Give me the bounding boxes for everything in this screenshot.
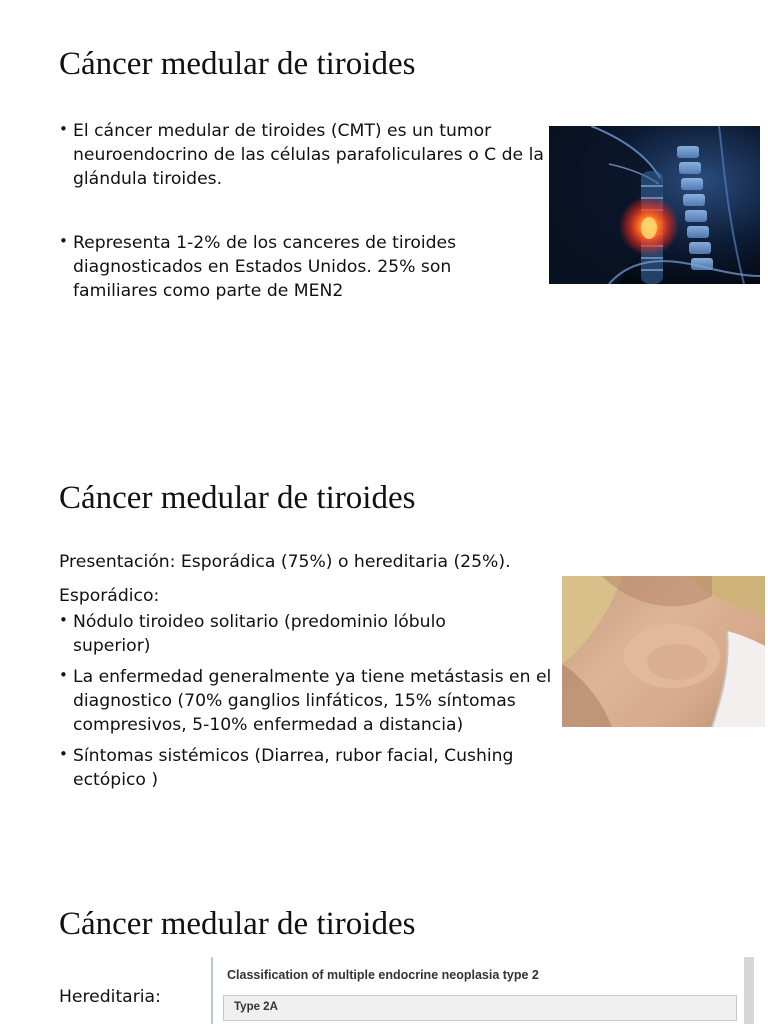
slide-2 [0, 420, 768, 848]
slide-1-bullet-2: • Representa 1-2% de los canceres de tiroides diagnosticados en Estados Unidos. 25% son familiares como parte de MEN2 [59, 231, 503, 303]
slide-1-title: Cáncer medular de tiroides [59, 46, 416, 82]
hereditary-label: Hereditaria: [59, 987, 161, 1007]
slide-1 [0, 0, 768, 420]
neck-swelling-photo [562, 576, 765, 727]
men2-classification-table [211, 957, 753, 1024]
presentation-line: Presentación: Esporádica (75%) o hereditaria (25%). [59, 552, 511, 572]
slide-2-bullet-2: • La enfermedad generalmente ya tiene metástasis en el diagnostico (70% ganglios linfáticos, 15% síntomas compresivos, 5-10% enfermedad a distancia) [59, 665, 554, 737]
table-header-type-2a: Type 2A [234, 1001, 278, 1013]
table-scrollbar[interactable] [744, 957, 754, 1024]
neck-photo-illustration [562, 576, 765, 727]
neck-xray-image [549, 126, 760, 284]
slide-3-title: Cáncer medular de tiroides [59, 906, 416, 942]
slide-1-bullet-1: • El cáncer medular de tiroides (CMT) es un tumor neuroendocrino de las células parafoliculares o C de la glándula tiroides. [59, 119, 547, 191]
table-header-row [223, 995, 737, 1021]
neck-xray-illustration [549, 126, 760, 284]
slide-2-bullet-1: • Nódulo tiroideo solitario (predominio lóbulo superior) [59, 610, 513, 658]
slide-2-bullets [59, 610, 554, 792]
slide-2-body [59, 550, 554, 792]
slide-2-title: Cáncer medular de tiroides [59, 480, 416, 516]
slide-2-bullet-3: • Síntomas sistémicos (Diarrea, rubor facial, Cushing ectópico ) [59, 744, 543, 792]
table-caption: Classification of multiple endocrine neoplasia type 2 [227, 968, 539, 982]
sporadic-heading: Esporádico: [59, 586, 160, 606]
slide-1-bullets [59, 119, 547, 303]
